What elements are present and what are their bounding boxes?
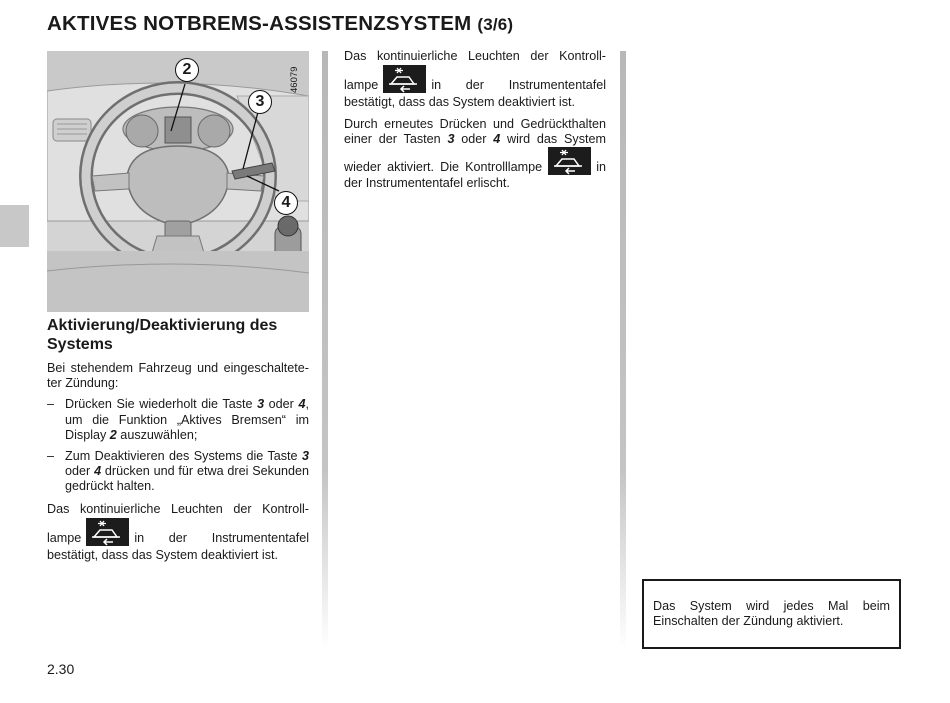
key-ref: 4 <box>94 464 102 479</box>
column-divider-left <box>322 51 328 649</box>
callout-2: 2 <box>175 58 199 82</box>
aeb-off-warning-lamp-icon <box>86 518 129 546</box>
text-run: in der Instrumententafel bestätigt, dass das System deaktiviert ist. <box>344 78 606 109</box>
list-item-text <box>65 449 309 495</box>
text-run: , um die Funktion „Aktives Bremsen“ im Display <box>65 397 309 442</box>
list-item <box>47 397 309 443</box>
page-title-main: AKTIVES NOTBREMS-ASSISTENZSYSTEM <box>47 12 472 35</box>
callout-3: 3 <box>248 90 272 114</box>
callout-4: 4 <box>274 191 298 215</box>
aeb-off-warning-lamp-icon <box>383 65 426 93</box>
text-run: oder <box>65 464 95 479</box>
text-run: Das kontinuierliche Leuchten der Kontroll-lampe <box>344 49 606 92</box>
text-run: drücken und für etwa drei Sekunden gedrückt halten. <box>65 464 309 494</box>
text-run: Das kontinuierliche Leuchten der Kontroll-lampe <box>47 501 309 545</box>
key-ref: 3 <box>301 449 309 464</box>
page-title <box>47 12 513 36</box>
lamp-paragraph <box>344 48 606 111</box>
list-item-text <box>65 397 309 443</box>
column-2-body <box>344 48 606 191</box>
text-run: auszuwählen; <box>116 427 198 442</box>
aeb-off-warning-lamp-icon <box>548 147 591 175</box>
text-run: wird das System wieder aktiviert. Die Kontrolllampe <box>344 132 606 175</box>
chapter-tab <box>0 205 29 247</box>
lamp-paragraph <box>47 501 309 564</box>
column-1-body <box>47 361 309 564</box>
key-ref: 4 <box>298 397 306 412</box>
page-number: 2.30 <box>47 661 75 677</box>
key-ref: 2 <box>109 427 117 442</box>
text-run: Drücken Sie wiederholt die Taste <box>65 397 258 412</box>
dashboard-illustration <box>47 51 309 312</box>
key-ref: 3 <box>447 132 455 147</box>
list-dash: – <box>47 449 55 464</box>
key-ref: 3 <box>257 397 265 412</box>
key-ref: 4 <box>493 132 501 147</box>
text-run: oder <box>264 397 299 412</box>
text-run: in der Instrumententafel erlischt. <box>344 160 606 190</box>
text-run: Durch erneutes Drücken und Gedrückthalten einer der Tasten <box>344 117 606 147</box>
text-run: in der Instrumententafel bestätigt, dass das System deaktiviert ist. <box>47 530 309 562</box>
text-run: oder <box>454 132 494 147</box>
list-dash: – <box>47 397 55 412</box>
note-box <box>642 579 901 649</box>
column-divider-right <box>620 51 626 649</box>
list-item <box>47 449 309 495</box>
figure-id-text: 46079 <box>289 66 300 93</box>
section-heading: Aktivierung/Deaktivierung des Systems <box>47 317 278 353</box>
reactivation-paragraph <box>344 117 606 191</box>
figure-id <box>289 59 303 99</box>
text-run: Zum Deaktivieren des Systems die Taste <box>65 449 302 464</box>
steering-wheel-drawing <box>47 51 309 312</box>
intro-paragraph: Bei stehendem Fahrzeug und eingeschaltete-ter Zündung: <box>47 361 309 391</box>
note-text: Das System wird jedes Mal beim Einschalten der Zündung aktiviert. <box>653 599 890 629</box>
page-title-part: (3/6) <box>477 15 514 34</box>
